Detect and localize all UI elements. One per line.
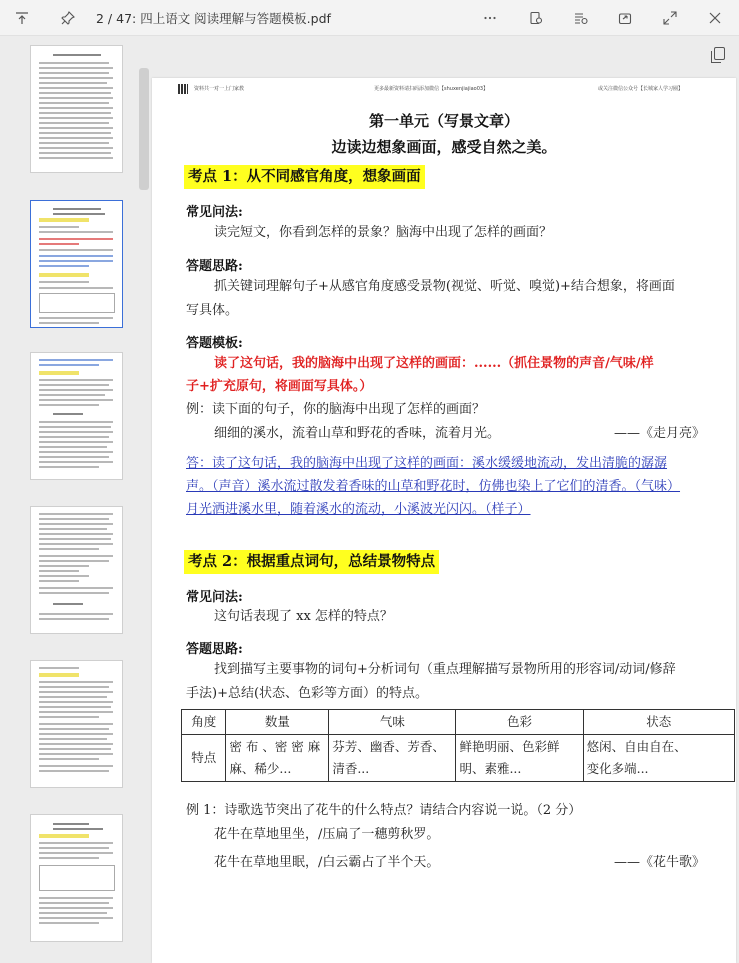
sidebar-scrollbar[interactable] [139, 68, 149, 190]
lock-icon[interactable] [526, 8, 546, 28]
close-icon[interactable] [705, 8, 725, 28]
page-thumbnail-6[interactable] [30, 814, 123, 942]
features-table [181, 709, 735, 782]
kd1-question-label: 常见问法: [186, 205, 243, 220]
more-icon[interactable] [480, 8, 500, 28]
page-thumbnail-5[interactable] [30, 660, 123, 788]
table-header-row [182, 710, 735, 735]
share-icon[interactable] [615, 8, 635, 28]
title-bar [0, 0, 739, 36]
kd1-idea-line2: 写具体。 [186, 303, 239, 318]
unit-subtitle: 边读边想象画面，感受自然之美。 [331, 138, 557, 156]
kd1-idea-label: 答题思路: [186, 259, 243, 274]
table-cell: 芬芳、幽香、芳香、 清香... [329, 735, 456, 782]
kd1-example-line: 例：读下面的句子，你的脑海中出现了怎样的画面？ [186, 402, 486, 417]
table-header-cell: 角度 [182, 710, 226, 735]
page-thumbnail-3[interactable] [30, 352, 123, 480]
table-header-cell: 状态 [583, 710, 734, 735]
kd1-template-line2: 子+扩充原句，将画面写具体。） [186, 379, 373, 394]
qr-code-icon [178, 84, 188, 94]
header-center: 更多最新资料请扫码添加微信【shuxenjiajiao03】 [374, 86, 489, 92]
page-thumbnail-1[interactable] [30, 45, 123, 173]
kd1-answer-line1: 答：读了这句话，我的脑海中出现了这样的画面：溪水缓缓地流动，发出清脆的潺潺 [186, 456, 668, 471]
window-title: 2 / 47: 四上语文 阅读理解与答题模板.pdf [96, 11, 331, 26]
kd2-idea-line1: 找到描写主要事物的词句+分析词句（重点理解描写景物所用的形容词/动词/修辞 [214, 662, 676, 677]
kd1-example-sentence: 细细的溪水，流着山草和野花的香味，流着月光。 [214, 426, 501, 441]
table-cell: 密 布 、密 密 麻 麻、稀少... [226, 735, 329, 782]
copy-icon[interactable] [714, 47, 725, 60]
kd1-question-text: 读完短文，你看到怎样的景象？脑海中出现了怎样的画面？ [214, 225, 553, 240]
table-row [182, 735, 735, 782]
page-thumbnail-2[interactable] [30, 200, 123, 328]
document-info-icon[interactable] [571, 8, 591, 28]
header-right: 或关注微信公众号【长城家人学习圈】 [598, 86, 684, 92]
expand-icon[interactable] [660, 8, 680, 28]
kd2-idea-label: 答题思路: [186, 642, 243, 657]
kd2-question-text: 这句话表现了 xx 怎样的特点？ [214, 609, 393, 624]
kd1-heading: 考点 1：从不同感官角度，想象画面 [184, 165, 425, 189]
kd1-template-label: 答题模板: [186, 336, 243, 351]
table-header-cell: 气味 [329, 710, 456, 735]
unit-title: 第一单元（写景文章） [368, 112, 519, 130]
kd1-template-line1: 读了这句话，我的脑海中出现了这样的画面：......（抓住景物的声音/气味/样 [214, 356, 654, 371]
kd1-answer-line3: 月光洒进溪水里，随着溪水的流动，小溪波光闪闪。（样子） [186, 502, 531, 517]
kd2-heading: 考点 2：根据重点词句，总结景物特点 [184, 550, 439, 574]
table-cell: 悠闲、自由自在、 变化多端... [583, 735, 734, 782]
pin-icon[interactable] [58, 8, 78, 28]
kd1-example-source: ——《走月亮》 [614, 426, 706, 441]
poem-line1: 花牛在草地里坐，/压扁了一穗剪秋罗。 [214, 827, 440, 842]
page-thumbnail-4[interactable] [30, 506, 123, 634]
kd2-example1-line: 例 1：诗歌选节突出了花牛的什么特点？请结合内容说一说。（2 分） [186, 803, 582, 818]
pdf-page [152, 78, 736, 963]
kd2-question-label: 常见问法: [186, 590, 243, 605]
thumbnail-sidebar[interactable] [0, 36, 152, 963]
table-header-cell: 色彩 [456, 710, 583, 735]
header-left: 资料共一对一上门家教 [194, 86, 245, 92]
table-cell: 鲜艳明丽、色彩鲜 明、素雅... [456, 735, 583, 782]
poem-source: ——《花牛歌》 [614, 855, 706, 870]
poem-line2: 花牛在草地里眠，/白云霸占了半个天。 [214, 855, 440, 870]
kd1-idea-line1: 抓关键词理解句子+从感官角度感受景物(视觉、听觉、嗅觉)+结合想象，将画面 [214, 279, 675, 294]
kd1-answer-line2: 声。（声音）溪水流过散发着香味的山草和野花时，仿佛也染上了它们的清香。（气味） [186, 479, 681, 494]
kd2-idea-line2: 手法)+总结(状态、色彩等方面）的特点。 [186, 686, 429, 701]
table-row-label: 特点 [182, 735, 226, 782]
dock-icon[interactable] [12, 8, 32, 28]
table-header-cell: 数量 [226, 710, 329, 735]
